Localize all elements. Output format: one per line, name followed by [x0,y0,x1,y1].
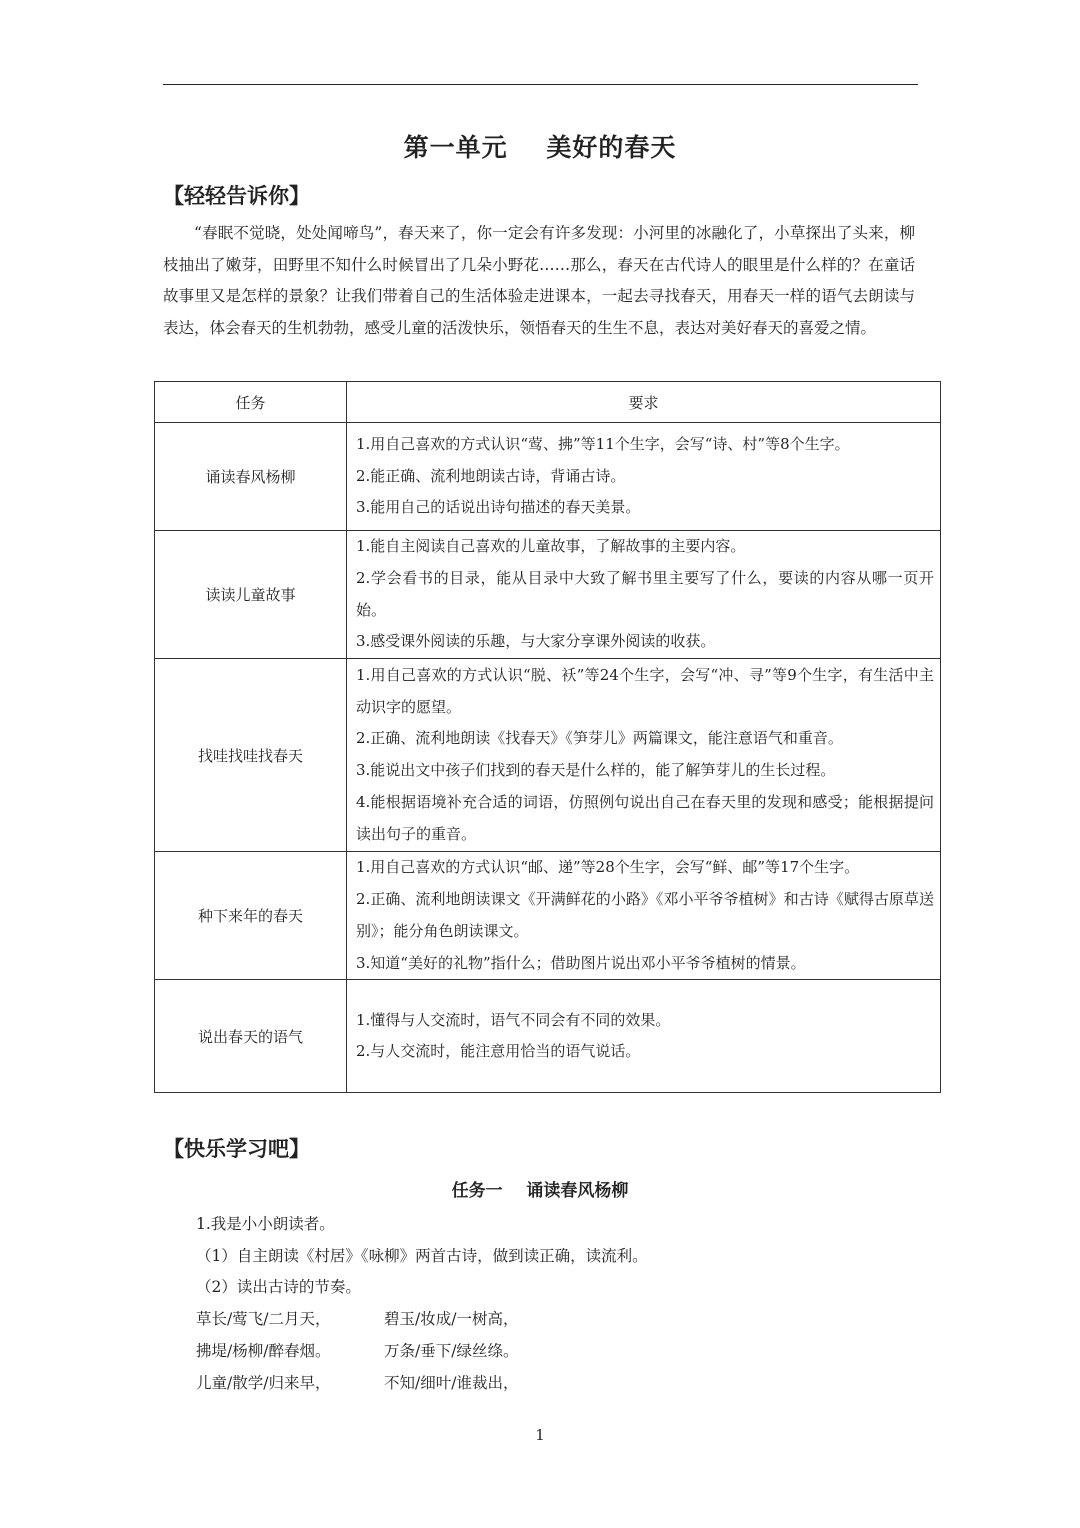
poem-line: 草长/莺飞/二月天， [196,1310,331,1328]
requirements-cell [347,852,941,980]
requirement-item: 1.懂得与人交流时，语气不同会有不同的效果。 [356,1010,671,1029]
requirement-item: 1.用自己喜欢的方式认识“脱、袄”等24个生字，会写“冲、寻”等9个生字，有生活中主动识字的愿望。 [356,665,934,716]
table-row [155,852,941,980]
page-number: 1 [535,1426,545,1444]
requirement-item: 1.用自己喜欢的方式认识“邮、递”等28个生字，会写“鲜、邮”等17个生字。 [356,858,860,877]
requirements-cell [347,423,941,531]
requirement-item: 2.与人交流时，能注意用恰当的语气说话。 [356,1042,641,1061]
requirement-item: 3.能用自己的话说出诗句描述的春天美景。 [356,498,641,517]
requirement-item: 3.知道“美好的礼物”指什么；借助图片说出邓小平爷爷植树的情景。 [356,953,806,972]
requirement-item: 3.感受课外阅读的乐趣，与大家分享课外阅读的收获。 [356,632,716,651]
requirements-cell [347,659,941,852]
poem-line: 儿童/散学/归来早， [196,1374,331,1392]
requirements-cell [347,980,941,1093]
poem-line: 碧玉/妆成/一树高， [384,1310,519,1328]
exercise-item: 1.我是小小朗读者。 [196,1215,335,1233]
table-row [155,423,941,531]
requirement-item: 2.学会看书的目录，能从目录中大致了解书里主要写了什么，要读的内容从哪一页开始。 [356,568,934,619]
section-heading-happy-learning: 【快乐学习吧】 [163,1137,310,1161]
section-heading-tell-you: 【轻轻告诉你】 [163,184,310,208]
task-name: 读读儿童故事 [155,531,347,659]
intro-paragraph: “春眠不觉晓，处处闻啼鸟”，春天来了，你一定会有许多发现：小河里的冰融化了，小草探出了头来，柳枝抽出了嫩芽，田野里不知什么时候冒出了几朵小野花……那么，春天在古代诗人的眼里是什么样的？在童话故事里又是怎样的景象？让我们带着自己的生活体验走进课本，一起去寻找春天，用春天一样的语气去朗读与表达，体会春天的生机勃勃，感受儿童的活泼快乐，领悟春天的生生不息，表达对美好春天的喜爱之情。 [163,224,915,337]
table-header-row [155,382,941,423]
task-name: 说出春天的语气 [155,980,347,1093]
header-rule [163,84,918,85]
requirements-cell [347,531,941,659]
table-row [155,980,941,1093]
requirement-item: 1.用自己喜欢的方式认识“莺、拂”等11个生字，会写“诗、村”等8个生字。 [356,434,850,453]
unit-title: 第一单元 美好的春天 [403,133,677,162]
requirement-item: 2.正确、流利地朗读《找春天》《笋芽儿》两篇课文，能注意语气和重音。 [356,729,843,748]
task-requirements-table [154,381,941,1093]
requirement-item: 2.正确、流利地朗读课文《开满鲜花的小路》《邓小平爷爷植树》和古诗《赋得古原草送别》；能分角色朗读课文。 [356,889,934,940]
poem-line: 万条/垂下/绿丝绦。 [384,1342,519,1360]
requirement-item: 3.能说出文中孩子们找到的春天是什么样的，能了解笋芽儿的生长过程。 [356,761,836,780]
task-name: 诵读春风杨柳 [155,423,347,531]
exercise-subitem: （2）读出古诗的节奏。 [196,1278,361,1296]
header-requirements: 要求 [347,382,941,423]
poem-line: 拂堤/杨柳/醉春烟。 [196,1342,331,1360]
requirement-item: 2.能正确、流利地朗读古诗，背诵古诗。 [356,466,626,485]
exercise-subitem: （1）自主朗读《村居》《咏柳》两首古诗，做到读正确，读流利。 [196,1247,648,1265]
task-one-title: 任务一 诵读春风杨柳 [451,1181,629,1201]
header-task: 任务 [155,382,347,423]
requirement-item: 1.能自主阅读自己喜欢的儿童故事，了解故事的主要内容。 [356,537,746,555]
table-row [155,659,941,852]
task-name: 种下来年的春天 [155,852,347,980]
task-name: 找哇找哇找春天 [155,659,347,852]
table-row [155,531,941,659]
poem-line: 不知/细叶/谁裁出， [384,1374,519,1392]
requirement-item: 4.能根据语境补充合适的词语，仿照例句说出自己在春天里的发现和感受；能根据提问读出句子的重音。 [356,792,934,843]
